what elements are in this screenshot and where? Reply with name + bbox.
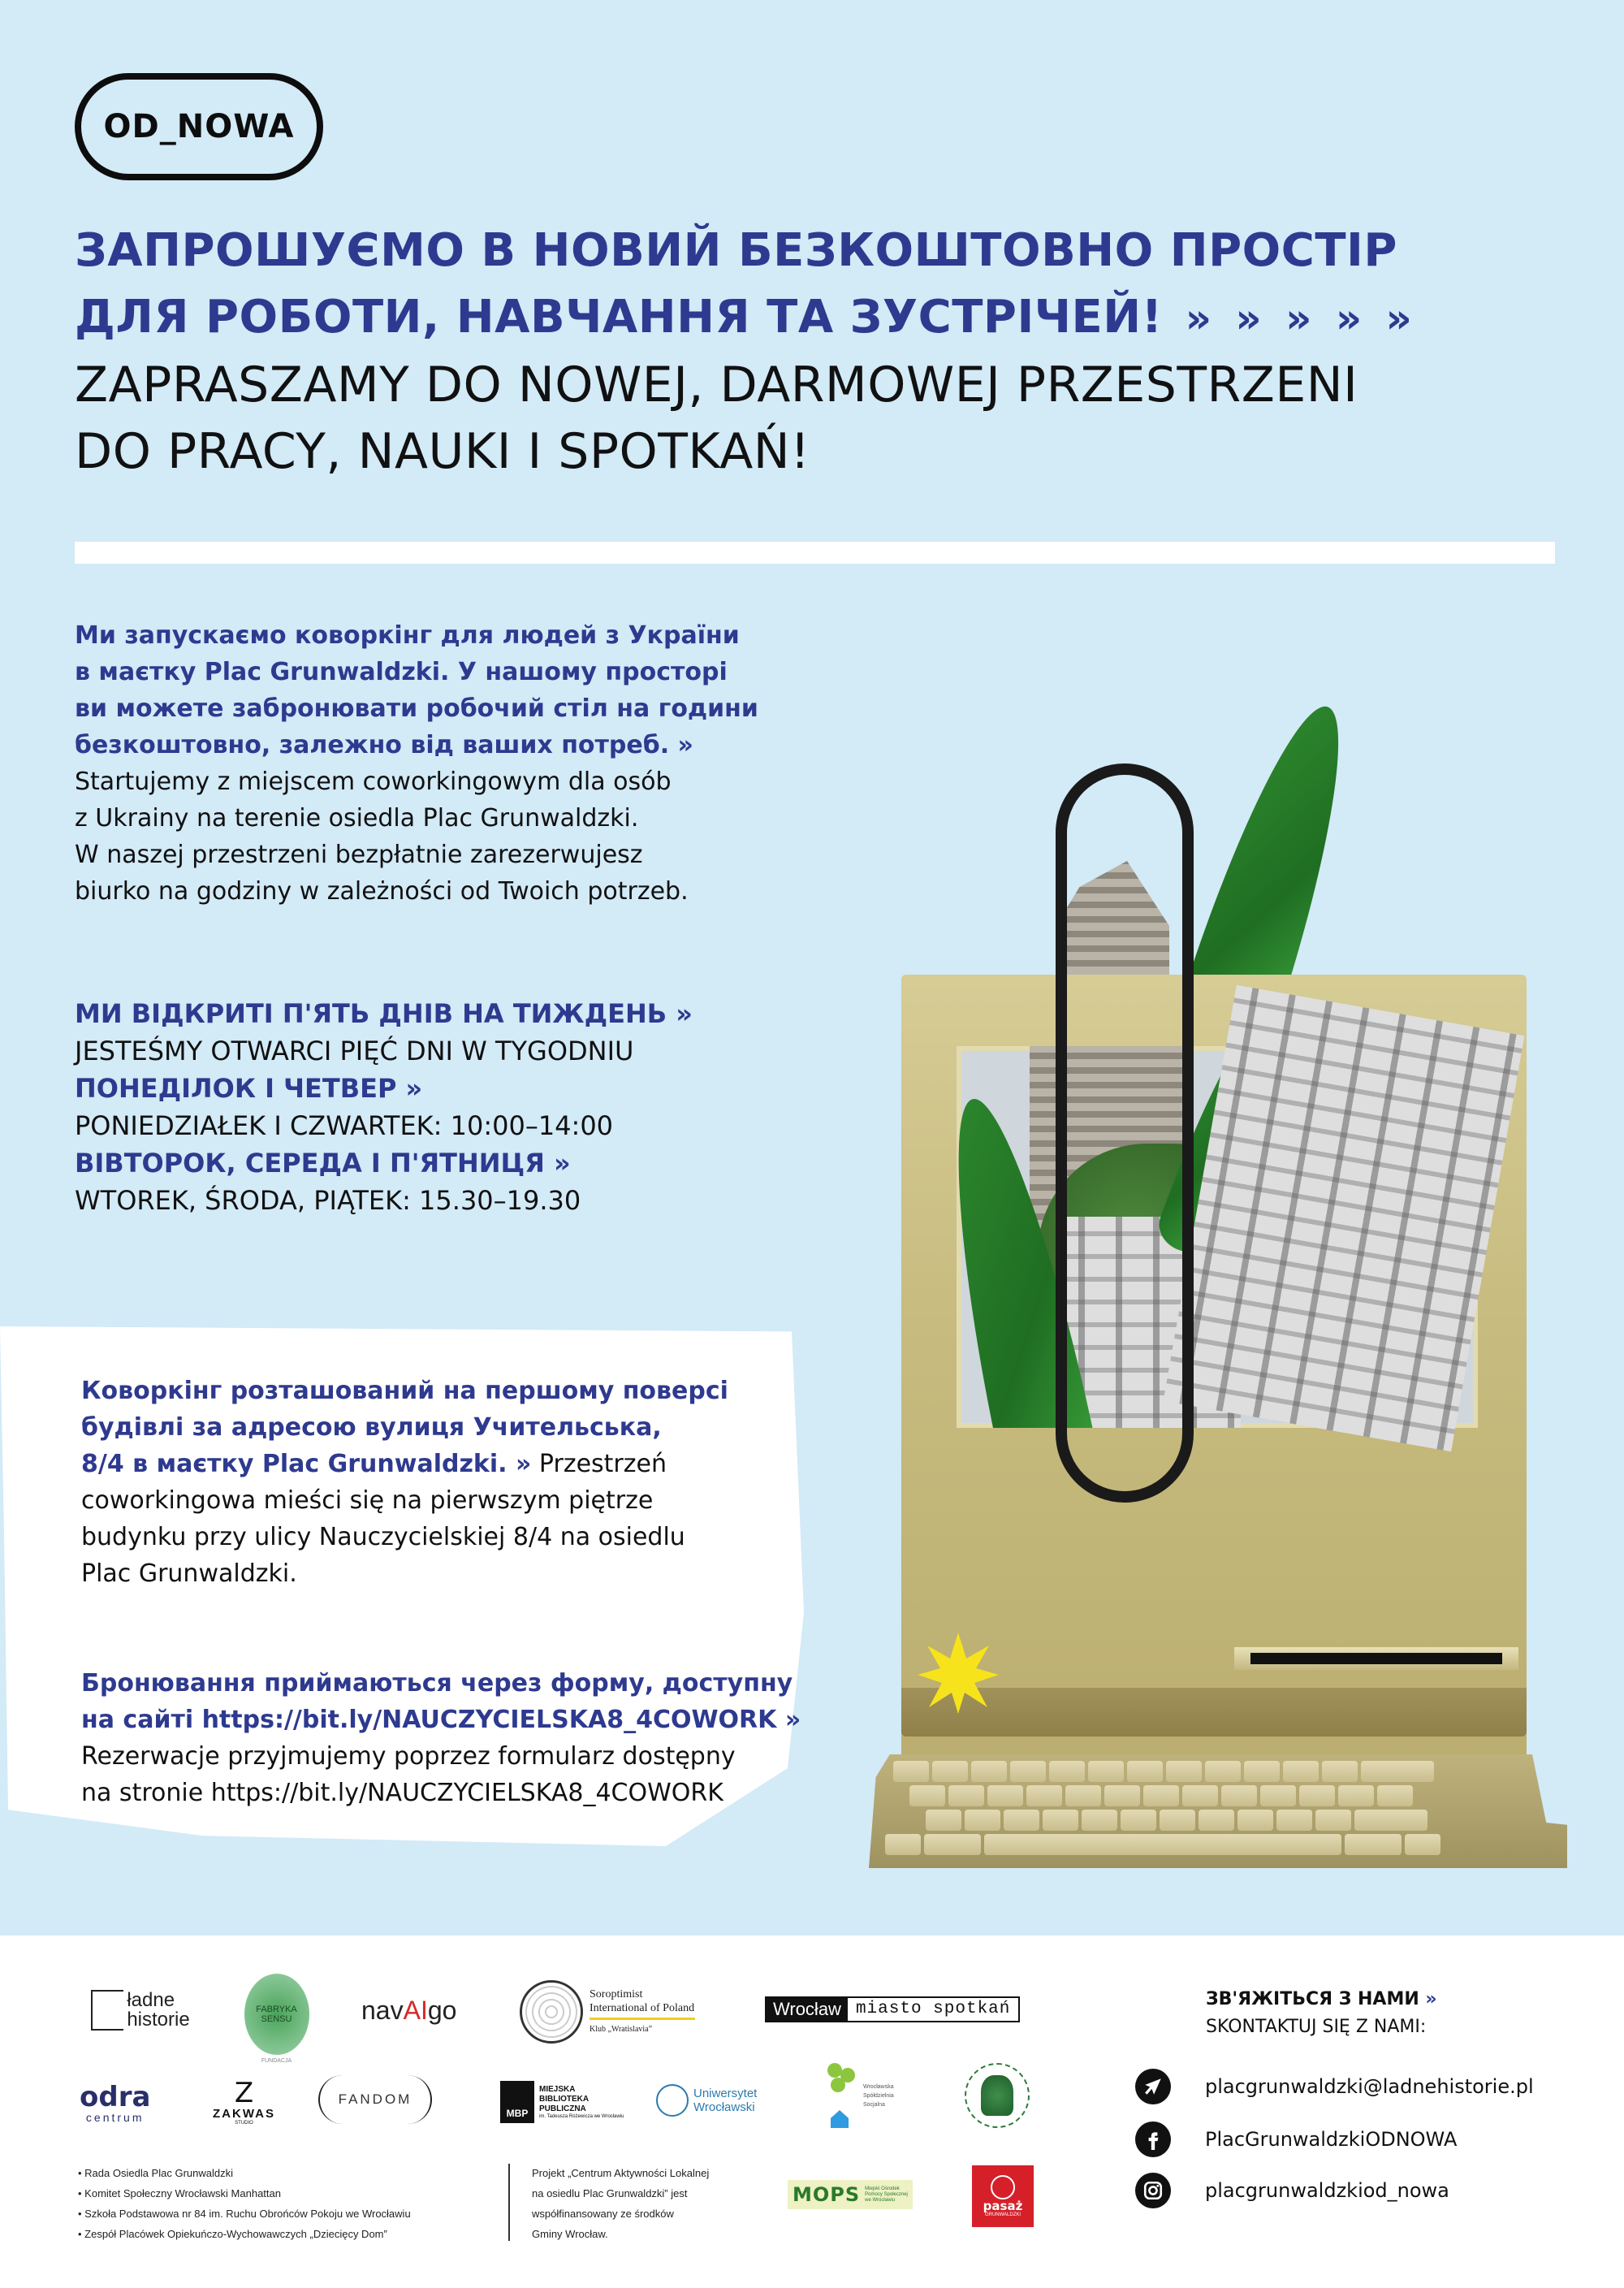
headline-ua-line-1: ЗАПРОШУЄМО В НОВИЙ БЕЗКОШТОВНО ПРОСТІР — [75, 224, 1397, 277]
headline-pl-line-1: ZAPRASZAMY DO NOWEJ, DARMOWEJ PRZESTRZENI — [75, 357, 1358, 413]
location-booking-text — [81, 1373, 801, 1811]
vertical-divider — [508, 2164, 510, 2241]
location-ua-line: 8/4 в маєтку Plac Grunwaldzki. » — [81, 1450, 532, 1478]
instagram-link[interactable]: placgrunwaldzkiod_nowa — [1205, 2179, 1449, 2202]
facebook-link[interactable]: PlacGrunwaldzkiODNOWA — [1205, 2128, 1458, 2151]
logo-text: ZAKWAS — [213, 2106, 275, 2121]
note-line: na osiedlu Plac Grunwaldzki” jest — [532, 2187, 688, 2199]
intro-text — [75, 617, 758, 910]
logo-text: SENSU — [261, 2013, 292, 2024]
location-pl-fragment: Przestrzeń — [531, 1450, 667, 1478]
location-pl-line: coworkingowa mieści się na pierwszym piętrze — [81, 1486, 654, 1515]
paperclip-graphic — [1056, 763, 1194, 1503]
logo-text: MIEJSKA — [539, 2084, 576, 2094]
logo-text: ładne — [127, 1989, 175, 2011]
partners-list — [78, 2163, 411, 2244]
mbp-library-logo — [500, 2078, 624, 2126]
intro-pl-line: biurko na godziny w zależności od Twoich potrzeb. — [75, 877, 689, 906]
logo-text: International of Poland — [590, 2002, 695, 2014]
logo-subtext: FUNDACJA — [261, 2057, 292, 2064]
logo-subtext: we Wrocławiu — [865, 2197, 896, 2203]
logo-text: PUBLICZNA — [539, 2104, 586, 2113]
key-row — [885, 1834, 1440, 1855]
soroptimist-seal-icon — [520, 1980, 583, 2044]
logo-text: Wrocław — [767, 1998, 848, 2021]
divider-rule — [75, 542, 1555, 564]
soroptimist-logo — [520, 1979, 695, 2044]
contact-email[interactable] — [1135, 2069, 1534, 2104]
wroclawska-spoldzielnia-socjalna-logo — [824, 2063, 894, 2128]
logo-subtext: centrum — [85, 2111, 145, 2124]
logo-subtext: GRUNWALDZKI — [984, 2212, 1021, 2217]
navalgo-logo — [361, 1990, 456, 2031]
brother-albert-figure-icon — [981, 2075, 1013, 2116]
location-pl-line: budynku przy ulicy Nauczycielskiej 8/4 na osiedlu — [81, 1523, 685, 1551]
intro-ua-line: безкоштовно, залежно від ваших потреб. » — [75, 731, 693, 759]
instagram-icon — [1135, 2173, 1171, 2208]
partner-item: • Komitet Społeczny Wrocławski Manhattan — [78, 2183, 411, 2204]
globe-icon — [991, 2175, 1015, 2199]
logo-text-accent: AI — [403, 1995, 428, 2025]
key-row — [909, 1785, 1413, 1806]
booking-link-pl[interactable]: na stronie https://bit.ly/NAUCZYCIELSKA8_4COWORK — [81, 1779, 723, 1807]
bracket-icon — [91, 1990, 123, 2031]
contact-heading-ua: ЗВ'ЯЖІТЬСЯ З НАМИ — [1206, 1989, 1419, 2009]
zakwas-studio-logo — [213, 2070, 275, 2134]
note-line: współfinansowany ze środków — [532, 2208, 674, 2220]
contact-instagram[interactable] — [1135, 2173, 1449, 2208]
booking-link-ua[interactable]: на сайті https://bit.ly/NAUCZYCIELSKA8_4COWORK » — [81, 1706, 801, 1734]
logo-text: BIBLIOTEKA — [539, 2094, 590, 2104]
location-ua-line: будівлі за адресою вулиця Учительська, — [81, 1413, 662, 1442]
contact-facebook[interactable] — [1135, 2121, 1457, 2157]
spacer — [81, 1592, 801, 1628]
booking-ua-line: Бронювання приймаються через форму, доступну — [81, 1669, 793, 1698]
headline-ua-line-2 — [75, 284, 1585, 352]
computer-case-base — [901, 1688, 1527, 1737]
zigzag-icon: Z — [234, 2076, 254, 2109]
logo-subtext: Pomocy Społecznej — [865, 2191, 908, 2197]
note-line: Gminy Wrocław. — [532, 2228, 608, 2240]
logo-text: Soroptimist — [590, 1988, 643, 2000]
logo-text: miasto spotkań — [848, 1998, 1018, 2021]
headline-pl-line-2: DO PRACY, NAUKI I SPOTKAŃ! — [75, 423, 810, 480]
uniwersytet-wroclawski-logo — [656, 2081, 757, 2120]
logo-subtext: Klub „Wratislavia” — [590, 2025, 653, 2034]
logo-text: Uniwersytet — [693, 2087, 758, 2100]
odra-centrum-logo — [80, 2079, 150, 2128]
email-link[interactable]: placgrunwaldzki@ladnehistorie.pl — [1205, 2075, 1534, 2098]
logo-text: FABRYKA — [256, 2004, 297, 2014]
logo-text: odra — [80, 2081, 151, 2113]
partner-item: • Rada Osiedla Plac Grunwaldzki — [78, 2163, 411, 2183]
od-nowa-logo — [75, 73, 323, 180]
floppy-slot — [1234, 1647, 1518, 1670]
fabryka-sensu-logo — [242, 1970, 311, 2067]
logo-text: Spółdzielnia — [863, 2092, 894, 2099]
tue-wed-fri-hours: WTOREK, ŚRODA, PIĄTEK: 15.30–19.30 — [75, 1185, 581, 1216]
pasaz-grunwaldzki-logo — [972, 2165, 1034, 2227]
location-pl-line: Plac Grunwaldzki. — [81, 1559, 297, 1588]
ladne-historie-logo — [80, 1982, 201, 2039]
mops-logo — [788, 2180, 913, 2209]
intro-pl-line: Startujemy z miejscem coworkingowym dla osób — [75, 768, 672, 796]
logo-text: Wrocławski — [693, 2100, 755, 2114]
keyboard-image — [869, 1754, 1567, 1868]
intro-ua-line: ви можете забронювати робочий стіл на години — [75, 694, 758, 723]
logo-text: nav — [361, 1995, 404, 2025]
logo-text: FANDOM — [338, 2091, 412, 2107]
clover-house-icon — [824, 2063, 857, 2128]
computer-collage-illustration — [853, 650, 1600, 1876]
logo-text: OD_NOWA — [103, 108, 295, 145]
university-seal-icon — [656, 2084, 689, 2117]
intro-ua-line: Ми запускаємо коворкінг для людей з України — [75, 621, 740, 650]
chevrons-decoration: » » » » » — [1185, 295, 1417, 342]
logo-text: go — [427, 1995, 457, 2025]
logo-text: Socjalna — [863, 2101, 885, 2108]
headline — [75, 218, 1585, 485]
booking-pl-line: Rezerwacje przyjmujemy poprzez formularz dostępny — [81, 1742, 736, 1771]
intro-pl-line: z Ukrainy na terenie osiedla Plac Grunwaldzki. — [75, 804, 639, 833]
chevron-icon: » — [1425, 1989, 1437, 2009]
logo-subtext: Miejski Ośrodek — [865, 2186, 900, 2191]
spacer — [81, 1628, 801, 1665]
fandom-logo — [318, 2075, 432, 2124]
mon-thu-hours: PONIEDZIAŁEK I CZWARTEK: 10:00–14:00 — [75, 1110, 614, 1141]
logo-text: Wrocławska — [863, 2083, 894, 2090]
intro-ua-line: в маєтку Plac Grunwaldzki. У нашому просторі — [75, 658, 728, 686]
towarzystwo-pomocy-brata-alberta-logo — [965, 2063, 1030, 2128]
contact-heading-pl: SKONTAKTUJ SIĘ Z NAMI: — [1206, 2017, 1427, 2037]
opening-hours — [75, 995, 693, 1219]
tue-wed-fri-ua: ВІВТОРОК, СЕРЕДА І П'ЯТНИЦЯ » — [75, 1148, 571, 1179]
partner-item: • Zespół Placówek Opiekuńczo-Wychowawczych „Dziecięcy Dom” — [78, 2224, 411, 2244]
mbp-mark-icon: MBP — [500, 2081, 534, 2123]
wroclaw-miasto-spotkan-logo — [765, 1996, 1020, 2022]
send-arrow-icon — [1135, 2069, 1171, 2104]
logo-subtext: STUDIO — [235, 2120, 253, 2126]
project-funding-note — [532, 2163, 709, 2244]
contact-heading — [1206, 1986, 1437, 2041]
logo-text: MOPS — [793, 2183, 861, 2206]
facebook-icon — [1135, 2121, 1171, 2157]
intro-pl-line: W naszej przestrzeni bezpłatnie zarezerwujesz — [75, 841, 643, 869]
open-days-ua: МИ ВІДКРИТІ П'ЯТЬ ДНІВ НА ТИЖДЕНЬ » — [75, 998, 693, 1029]
yellow-line — [590, 2018, 695, 2020]
logo-text: historie — [127, 2009, 190, 2031]
green-circle-icon — [244, 1974, 309, 2055]
location-mixed-line — [81, 1446, 801, 1482]
logo-text: pasaż — [983, 2199, 1023, 2213]
location-ua-line: Коворкінг розташований на першому поверсі — [81, 1377, 728, 1405]
headline-ua-line-2-text: ДЛЯ РОБОТИ, НАВЧАННЯ ТА ЗУСТРІЧЕЙ! — [75, 291, 1163, 344]
mon-thu-ua: ПОНЕДІЛОК І ЧЕТВЕР » — [75, 1073, 423, 1104]
key-row — [893, 1761, 1434, 1782]
logo-subtext: im. Tadeusza Różewicza we Wrocławiu — [539, 2113, 624, 2119]
note-line: Projekt „Centrum Aktywności Lokalnej — [532, 2167, 710, 2179]
partner-item: • Szkoła Podstawowa nr 84 im. Ruchu Obrońców Pokoju we Wrocławiu — [78, 2204, 411, 2224]
open-days-pl: JESTEŚMY OTWARCI PIĘĆ DNI W TYGODNIU — [75, 1036, 634, 1066]
key-row — [926, 1810, 1427, 1831]
